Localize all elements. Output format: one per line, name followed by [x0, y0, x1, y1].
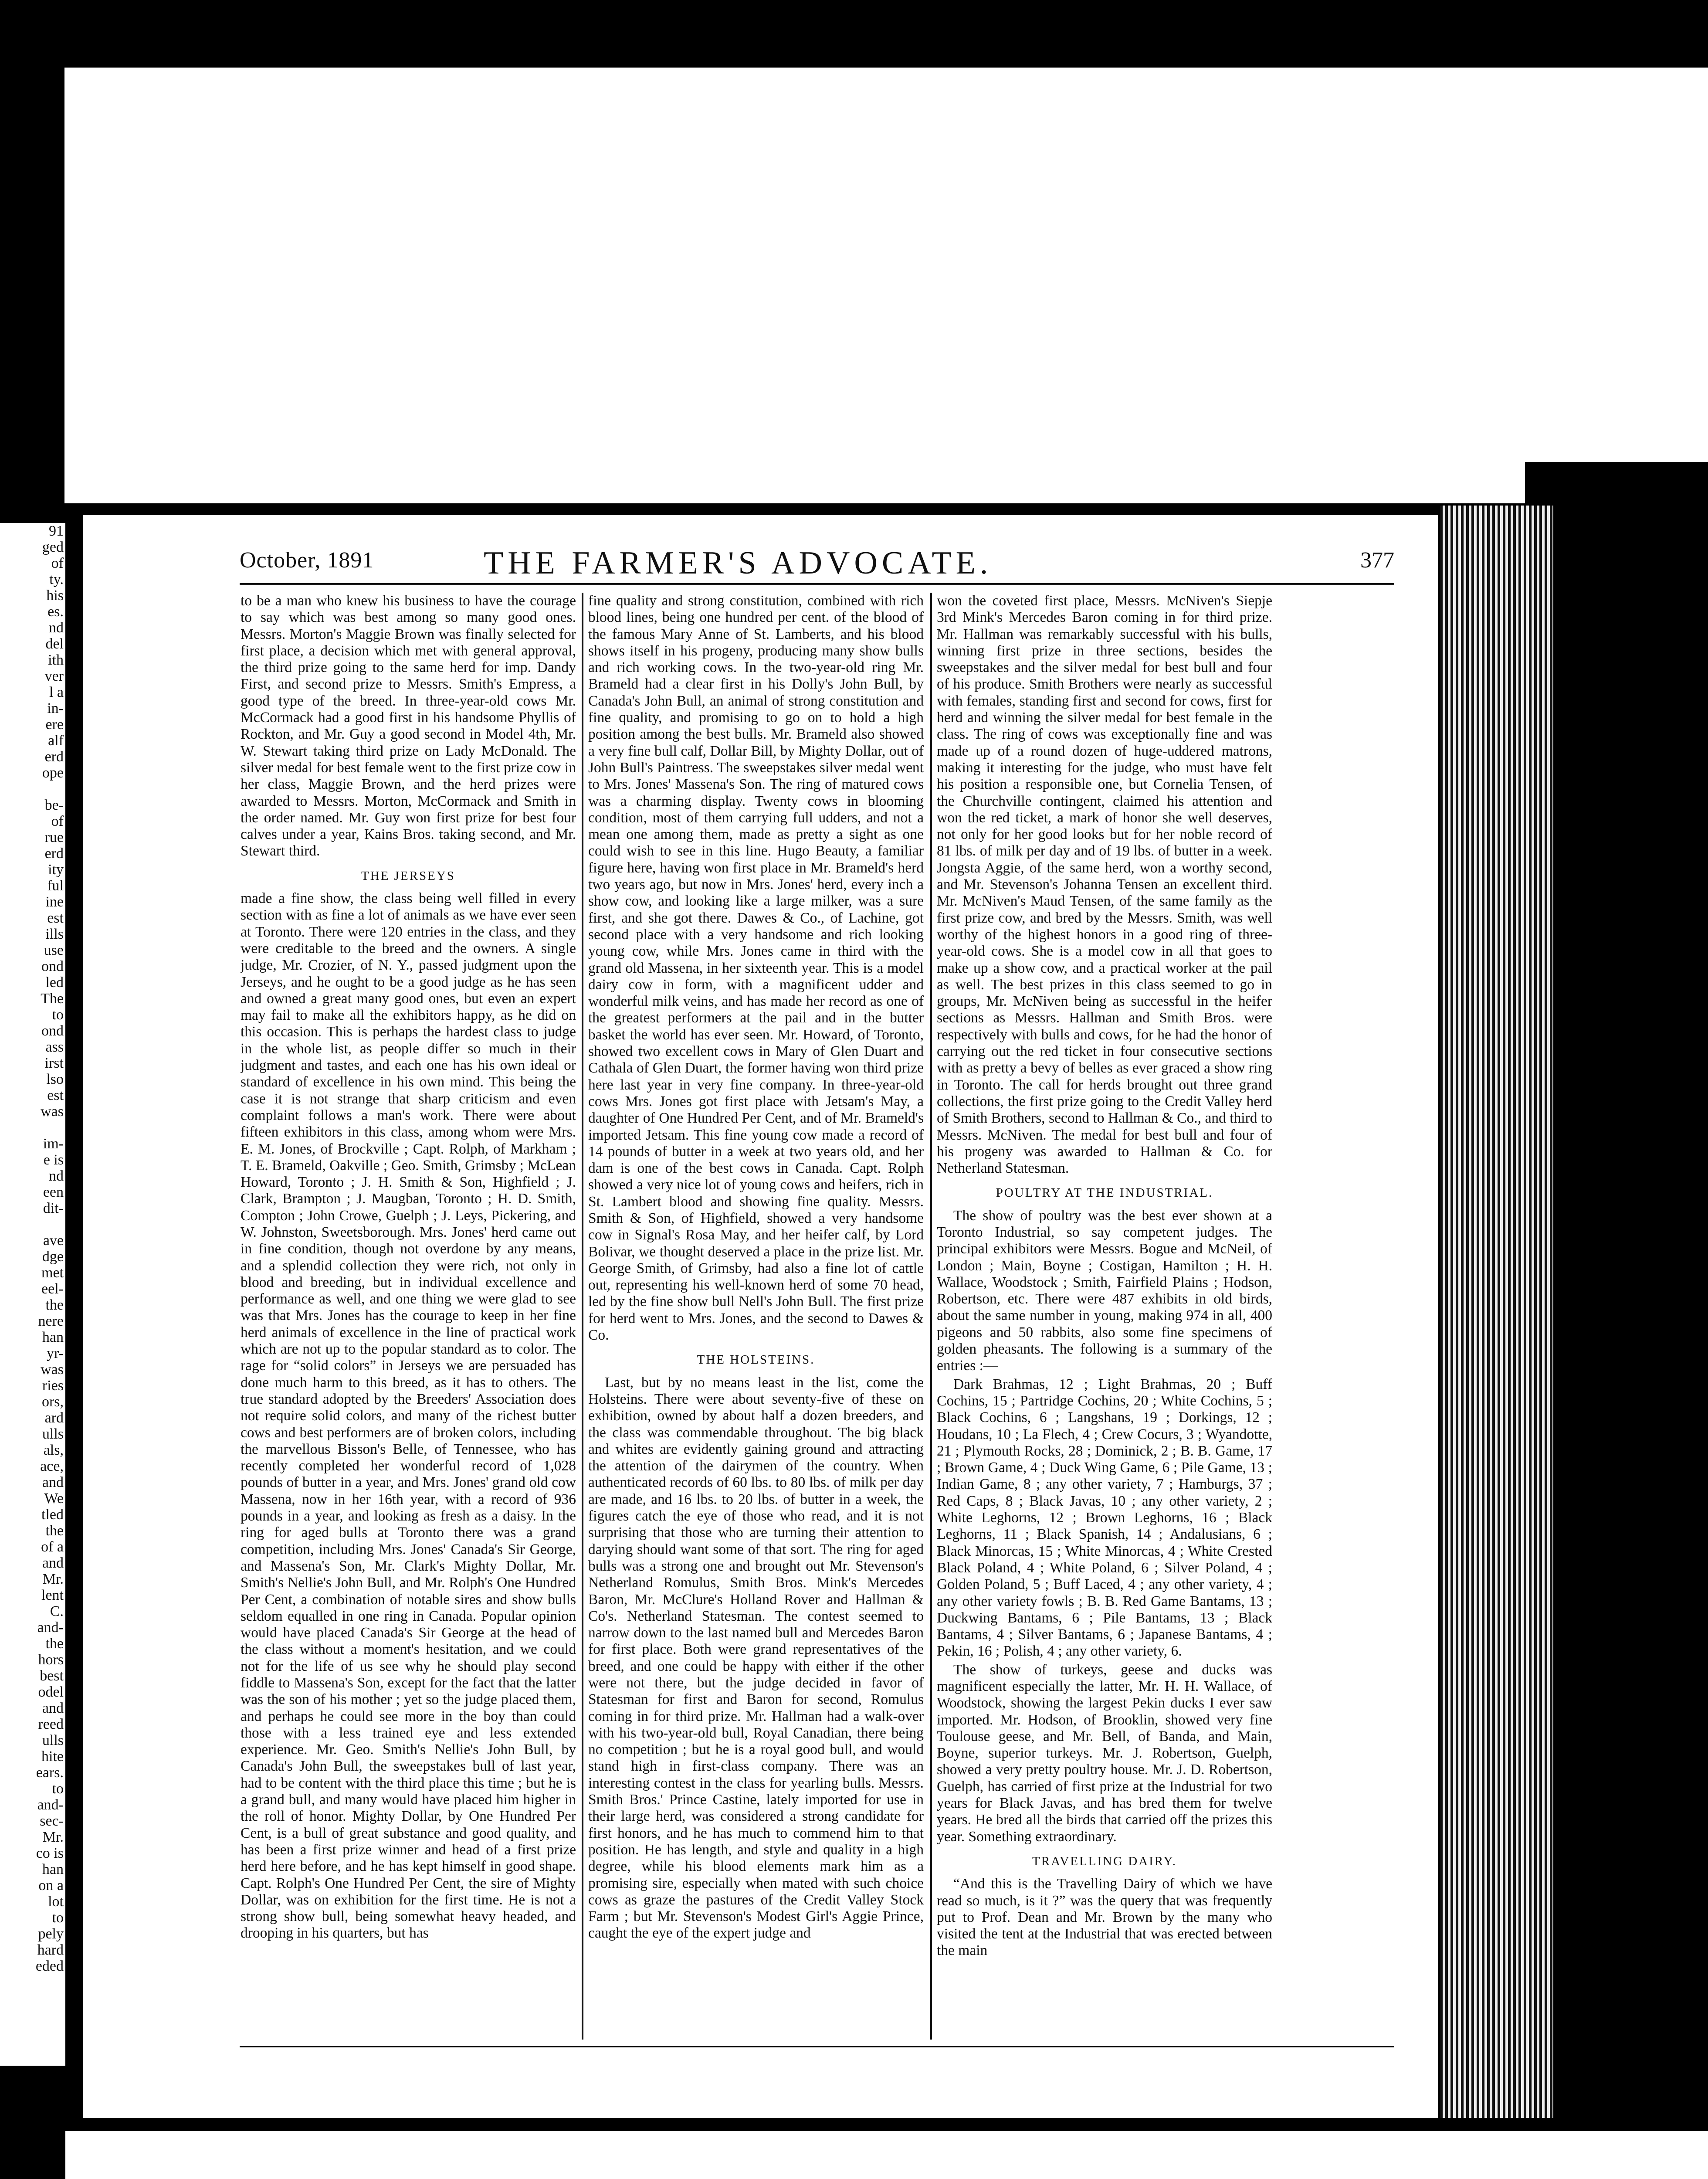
previous-page-fragment: and	[42, 1555, 64, 1571]
previous-page-fragment: lot	[48, 1894, 64, 1910]
previous-page-fragment: als,	[43, 1442, 64, 1458]
previous-page-fragment: ond	[41, 1023, 64, 1039]
previous-page-fragment: ears.	[36, 1765, 64, 1781]
previous-page-fragment: han	[42, 1329, 64, 1345]
previous-page-fragment: ity	[48, 862, 64, 878]
previous-page-fragment: ard	[44, 1410, 64, 1426]
previous-page-fragment: to	[52, 1910, 64, 1926]
previous-page-fragment: erd	[44, 845, 64, 862]
newspaper-page	[83, 506, 1438, 2118]
previous-page-fragment: ope	[42, 765, 64, 781]
column-3	[937, 593, 1272, 2040]
issue-date: October, 1891	[240, 548, 374, 573]
previous-page-fragment: of	[51, 813, 64, 829]
previous-page-fragment: of a	[41, 1539, 64, 1555]
previous-page-fragment: ver	[44, 668, 64, 684]
previous-page-fragment: alf	[48, 733, 64, 749]
previous-page-fragment: co is	[36, 1845, 64, 1861]
article-paragraph: “And this is the Travelling Dairy of which we have read so much, is it ?” was the query that was frequently put to Prof. Dean and Mr. Brown by the many who visited the tent at the Industrial that was erected between the main	[937, 1876, 1272, 1959]
section-heading-poultry: POULTRY AT THE INDUSTRIAL.	[996, 1186, 1213, 1200]
previous-page-fragment	[0, 781, 65, 797]
article-paragraph: The show of turkeys, geese and ducks was magnificent especially the latter, Mr. H. H. Wallace, of Woodstock, showing the largest Pekin ducks I ever saw imported. Mr. Hodson, of Brooklin, showed very fine Toulouse geese, and Mr. Bell, of Banda, and Main, Boyne, superior turkeys. Mr. J. Robertson, Guelph, showed a very pretty poultry house. Mr. J. D. Robertson, Guelph, has carried of first prize at the Industrial for two years for Black Javas, and has bred them for twelve years. He bred all the birds that carried off the prizes this year. Something extraordinary.	[937, 1661, 1272, 1845]
article-paragraph: to be a man who knew his business to have the courage to say which was best among so many good ones. Messrs. Morton's Maggie Brown was finally selected for first place, a decision which met with general approval, the third prize going to the same herd for imp. Dandy First, and second prize to Messrs. Smith's Empress, a good type of the breed. In three-year-old cows Mr. McCormack had a good first in his handsome Phyllis of Rockton, and Mr. Guy a good second in Model 4th, Mr. W. Stewart taking third prize on Lady McDonald. The silver medal for best female went to the first prize cow in her class, Maggie Brown, and the herd prizes were awarded to Messrs. Morton, McCormack and Smith in the order named. Mr. Guy won first prize for best four calves under a year, Kains Bros. taking second, and Mr. Stewart third.	[241, 593, 576, 859]
previous-page-fragment: rue	[44, 829, 64, 845]
book-binding-edge	[1440, 506, 1553, 2118]
previous-page-fragment: ass	[45, 1039, 64, 1055]
page-header	[240, 545, 1394, 581]
previous-page-fragment: and-	[37, 1797, 64, 1813]
previous-page-fragment: ave	[43, 1232, 64, 1249]
article-paragraph: made a fine show, the class being well filled in every section with as fine a lot of animals as we have ever seen at Toronto. There were 120 entries in the class, and they were creditable to the breed and the owners. A single judge, Mr. Crozier, of N. Y., passed judgment upon the Jerseys, and he ought to be a good judge as he has seen and owned a great many good ones, but even an expert may fail to make all the exhibitors happy, as he did on this occasion. This is perhaps the hardest class to judge in the whole list, as people differ so much in their judgment and tastes, and each one has his own ideal or standard of excellence in his own mind. This being the case it is not strange that sharp criticism and even complaint follows a man's work. There were about fifteen exhibitors in this class, among whom were Mrs. E. M. Jones, of Brockville ; Capt. Rolph, of Markham ; T. E. Brameld, Oakville ; Geo. Smith, Grimsby ; McLean Howard, Toronto ; J. H. Smith & Son, Highfield ; J. Clark, Brampton ; J. Maugban, Toronto ; H. D. Smith, Compton ; John Crowe, Guelph ; J. Leys, Pickering, and W. Johnston, Sweetsborough. Mrs. Jones' herd came out in fine condition, though not overdone by any means, and a splendid collection they were rich, not only in blood and breeding, but in individual excellence and performance as well, and one thing we were glad to see was that Mrs. Jones has the courage to keep in her fine herd animals of excellence in the line of practical work which are not up to the popular standard as to color. The rage for “solid colors” in Jerseys we are persuaded has done much harm to this breed, as it has to others. The true standard adopted by the Breeders' Association does not require solid colors, and many of the richest butter cows and best performers are of broken colors, including the marvellous Bisson's Belle, of Tennessee, who has recently completed her wonderful record of 1,028 pounds of butter in a year, and Mrs. Jones' grand old cow Massena, now in her 16th year, with a record of 936 pounds in a year, and looking as fresh as a daisy. In the ring for aged bulls at Toronto there was a grand competition, including Mrs. Jones' Canada's Sir George, and Massena's Son, Mr. Clark's Mighty Dollar, Mr. Smith's Nellie's John Bull, and Mr. Rolph's One Hundred Per Cent, a combination of notable sires and show bulls seldom equalled in one ring in Canada. Popular opinion would have placed Canada's Sir George at the head of the class without a moment's hesitation, and we could not for the life of us see why he should play second fiddle to Massena's Son, except for the fact that the latter was the son of his mother ; yet so the judge placed them, and perhaps he could see more in the boy than could those with a less trained eye and less extended experience. Mr. Geo. Smith's Nellie's John Bull, by Canada's John Bull, the sweepstakes bull of last year, had to be content with the third place this time ; but he is a grand bull, and many would have placed him higher in the roll of honor. Mighty Dollar, by One Hundred Per Cent, is a bull of great substance and good quality, and has been a first prize winner and head of a first prize herd here before, and he has kept himself in good shape. Capt. Rolph's One Hundred Per Cent, the sire of Mighty Dollar, was on exhibition for the first time. He is not a strong show bull, being somewhat heavy headed, and drooping in his quarters, but has	[241, 890, 576, 1941]
previous-page-fragment: in-	[47, 700, 64, 716]
previous-page-fragment: was	[41, 1361, 64, 1378]
previous-page-fragment: eel-	[41, 1281, 64, 1297]
previous-page-fragment: ills	[45, 926, 64, 942]
previous-page-fragment: and	[42, 1700, 64, 1716]
previous-page-fragment: best	[40, 1668, 64, 1684]
previous-page-fragment: irst	[44, 1055, 64, 1071]
previous-page-fragment: met	[41, 1265, 64, 1281]
previous-page-fragment: lent	[41, 1587, 64, 1603]
section-heading-holsteins: THE HOLSTEINS.	[697, 1353, 815, 1367]
previous-page-fragment: 91	[49, 523, 64, 539]
previous-page-fragment: hard	[37, 1942, 64, 1958]
previous-page-fragment: Mr.	[42, 1829, 64, 1845]
article-paragraph: fine quality and strong constitution, combined with rich blood lines, being one hundred per cent. of the blood of the famous Mary Anne of St. Lamberts, and his blood shows itself in his progeny, producing many show bulls and rich working cows. In the two-year-old ring Mr. Brameld had a clear first in his Dolly's John Bull, by Canada's John Bull, an animal of strong constitution and fine quality, and promising to go on to hold a high position among the best bulls. Mr. Brameld also showed a very fine bull calf, Dollar Bill, by Mighty Dollar, out of John Bull's Paintress. The sweepstakes silver medal went to Mrs. Jones' Massena's Son. The ring of matured cows was a charming display. Twenty cows in blooming condition, most of them carrying full udders, and not a mean one among them, made as pretty a sight as one could wish to see in this line. Hugo Beauty, a familiar figure here, having won first place in Mr. Brameld's herd two years ago, but now in Mrs. Jones' herd, every inch a show cow, and looking like a large milker, was a sure first, and she got there. Dawes & Co., of Lachine, got second place with a very handsome and rich looking young cow, while Mrs. Jones came in third with the grand old Massena, in her sixteenth year. This is a model dairy cow in form, with a magnificent udder and wonderful milk veins, and has made her record as one of the greatest performers at the pail and in the butter basket the world has ever seen. Mr. Howard, of Toronto, showed two excellent cows in Mary of Glen Duart and Cathala of Glen Duart, the former having won third prize here last year in very fine company. In three-year-old cows Mrs. Jones got first place with Jetsam's May, a daughter of One Hundred Per Cent, and of Mr. Brameld's imported Jetsam. This fine young cow made a record of 14 pounds of butter in a week at two years old, and her dam is one of the best cows in Canada. Capt. Rolph showed a very nice lot of young cows and heifers, rich in St. Lambert blood and showing fine quality. Messrs. Smith & Son, of Highfield, showed a very handsome cow in Signal's Rosa May, and her heifer calf, by Lord Bolivar, we thought deserved a place in the prize list. Mr. George Smith, of Grimsby, had also a fine lot of cattle out, representing his well-known herd of some 70 head, led by the fine show bull Nell's John Bull. The first prize for herd went to Mrs. Jones, and the second to Dawes & Co.	[588, 593, 924, 1344]
previous-page-fragment: and-	[37, 1619, 64, 1636]
scan-blank-area	[0, 68, 1708, 503]
previous-page-fragment: nd	[49, 620, 64, 636]
previous-page-fragment: ulls	[42, 1732, 64, 1748]
column-2	[588, 593, 924, 2040]
previous-page-fragment: the	[45, 1636, 64, 1652]
previous-page-fragment: ace,	[40, 1458, 64, 1474]
column-divider	[582, 593, 583, 2040]
previous-page-fragment: ith	[48, 652, 64, 668]
previous-page-fragment: nd	[49, 1168, 64, 1184]
previous-page-fragment: use	[44, 942, 64, 958]
previous-page-fragment: of	[51, 555, 64, 571]
previous-page-fragment: del	[45, 636, 64, 652]
previous-page-fragment: yr-	[47, 1345, 64, 1361]
column-1	[241, 593, 576, 2040]
previous-page-fragment: l a	[49, 684, 64, 700]
previous-page-fragment: reed	[38, 1716, 64, 1732]
previous-page-fragment: his	[46, 587, 64, 604]
previous-page-fragment: ors,	[41, 1394, 64, 1410]
column-divider	[930, 593, 932, 2040]
section-heading-travelling-dairy: TRAVELLING DAIRY.	[1032, 1854, 1177, 1868]
previous-page-fragment: hite	[41, 1748, 64, 1765]
previous-page-fragment: dge	[42, 1249, 64, 1265]
previous-page-fragment: eded	[35, 1958, 64, 1974]
previous-page-fragment: tled	[41, 1507, 64, 1523]
poultry-entries-list: Dark Brahmas, 12 ; Light Brahmas, 20 ; Buff Cochins, 15 ; Partridge Cochins, 20 ; White Cochins, 5 ; Black Cochins, 6 ; Langshans, 19 ; Dorkings, 12 ; Houdans, 10 ; La Flech, 4 ; Crew Cocurs, 3 ; Wyandotte, 21 ; Plymouth Rocks, 28 ; Dominick, 2 ; B. B. Game, 17 ; Brown Game, 4 ; Duck Wing Game, 6 ; Pile Game, 13 ; Indian Game, 8 ; any other variety, 7 ; Hamburgs, 37 ; Red Caps, 8 ; Black Javas, 10 ; any other variety, 2 ; White Leghorns, 12 ; Brown Leghorns, 16 ; Black Leghorns, 11 ; Black Spanish, 14 ; Andalusians, 6 ; Black Minorcas, 15 ; White Minorcas, 4 ; White Crested Black Poland, 4 ; White Poland, 6 ; Silver Poland, 4 ; Golden Poland, 5 ; Buff Laced, 4 ; any other variety, 4 ; any other variety fowls ; B. B. Red Game Bantams, 13 ; Duckwing Bantams, 6 ; Pile Bantams, 13 ; Black Bantams, 4 ; Silver Bantams, 6 ; Japanese Bantams, 4 ; Pekin, 16 ; Polish, 4 ; any other variety, 6.	[937, 1376, 1272, 1660]
previous-page-fragment: odel	[38, 1684, 64, 1700]
scan-bottom-area	[65, 2131, 1708, 2179]
previous-page-fragment: ine	[45, 894, 64, 910]
previous-page-fragment: est	[47, 1087, 64, 1103]
previous-page-fragment: han	[42, 1861, 64, 1877]
previous-page-fragment: ere	[45, 716, 64, 733]
previous-page-fragment	[0, 1120, 65, 1136]
previous-page-fragment: een	[43, 1184, 64, 1200]
previous-page-fragment: dit-	[43, 1200, 64, 1216]
previous-page-fragment: We	[44, 1490, 64, 1507]
previous-page-fragment: The	[41, 991, 64, 1007]
previous-page-fragment: be-	[44, 797, 64, 813]
previous-page-fragment: e is	[43, 1152, 64, 1168]
scan-top-border	[0, 0, 1708, 68]
previous-page-fragment: im-	[43, 1136, 64, 1152]
previous-page-edge	[0, 523, 65, 2066]
previous-page-fragment: nere	[38, 1313, 64, 1329]
header-rule	[240, 583, 1394, 585]
previous-page-fragment: the	[45, 1297, 64, 1313]
previous-page-fragment: lso	[46, 1071, 64, 1087]
previous-page-fragment: sec-	[40, 1813, 64, 1829]
previous-page-fragment: to	[52, 1781, 64, 1797]
previous-page-fragment: the	[45, 1523, 64, 1539]
previous-page-fragment: ful	[47, 878, 64, 894]
previous-page-fragment	[0, 1216, 65, 1232]
article-paragraph: won the coveted first place, Messrs. McNiven's Siepje 3rd Mink's Mercedes Baron coming in for third prize. Mr. Hallman was remarkably successful with his bulls, winning first prize in three sections, besides the sweepstakes and the silver medal for best bull and four of his produce. Smith Brothers were nearly as successful with females, standing first and second for cows, first for herd and winning the silver medal for best female in the class. The ring of cows was exceptionally fine and was made up of a round dozen of huge-uddered matrons, making it interesting for the judge, who must have felt his position a responsible one, but Cornelia Tensen, of the Churchville contingent, claimed his attention and won the red ticket, a mark of honor she well deserves, not only for her good looks but for her noble record of 81 lbs. of milk per day and of 19 lbs. of butter in a week. Jongsta Aggie, of the same herd, won a worthy second, and Mr. Stevenson's Johanna Tensen an excellent third. Mr. McNiven's Maud Tensen, of the same family as the first prize cow, and bred by the Messrs. Smith, was well worthy of the highest honors in a good ring of three-year-old cows. She is a model cow in all that goes to make up a show cow, and a practical worker at the pail as well. The best prizes in this class seemed to go in groups, Mr. McNiven being as successful in the heifer sections as Messrs. Hallman and Smith Bros. were respectively with bulls and cows, for he had the honor of carrying out the red ticket in four consecutive sections with as pretty a bevy of belles as ever graced a show ring in Toronto. The call for herds brought out three grand collections, the first prize going to the Credit Valley herd of Smith Brothers, second to Hallman & Co., and third to Messrs. McNiven. The medal for best bull and four of his progeny was awarded to Hallman & Co. for Netherland Statesman.	[937, 593, 1272, 1177]
masthead-title: THE FARMER'S ADVOCATE.	[484, 545, 993, 581]
previous-page-fragment: hors	[38, 1652, 64, 1668]
previous-page-fragment: ged	[42, 539, 64, 555]
previous-page-fragment: Mr.	[42, 1571, 64, 1587]
previous-page-fragment: pely	[38, 1926, 64, 1942]
article-paragraph: The show of poultry was the best ever shown at a Toronto Industrial, so say competent judges. The principal exhibitors were Messrs. Bogue and McNeil, of London ; Main, Boyne ; Costigan, Hamilton ; H. H. Wallace, Woodstock ; Smith, Fairfield Plains ; Hodson, Robertson, etc. There were 487 exhibits in old birds, about the same number in young, making 974 in all, 400 pigeons and 50 rabbits, also some fine specimens of golden pheasants. The following is a summary of the entries :—	[937, 1207, 1272, 1374]
previous-page-fragment: ulls	[42, 1426, 64, 1442]
previous-page-fragment: es.	[47, 604, 64, 620]
page-number: 377	[1360, 548, 1394, 573]
previous-page-fragment: led	[45, 974, 64, 991]
previous-page-fragment: was	[41, 1103, 64, 1120]
previous-page-fragment: ond	[41, 958, 64, 974]
previous-page-fragment: to	[52, 1007, 64, 1023]
previous-page-fragment: C.	[50, 1603, 64, 1619]
previous-page-fragment: erd	[44, 749, 64, 765]
previous-page-fragment: on a	[38, 1877, 64, 1894]
page-bottom-edge	[240, 2046, 1394, 2047]
previous-page-fragment: ty.	[49, 571, 64, 587]
page-top-edge	[83, 506, 1451, 515]
previous-page-fragment: est	[47, 910, 64, 926]
previous-page-fragment: and	[42, 1474, 64, 1490]
section-heading-jerseys: THE JERSEYS	[361, 869, 455, 883]
article-paragraph: Last, but by no means least in the list, come the Holsteins. There were about seventy-five of these on exhibition, owned by about half a dozen breeders, and the class was commendable throughout. The big black and whites are evidently gaining ground and attracting the attention of the dairymen of the country. When authenticated records of 60 lbs. to 80 lbs. of milk per day are made, and 16 lbs. to 20 lbs. of butter in a week, the figures catch the eye of those who read, and it is not surprising that those who are turning their attention to darying should want some of that sort. The ring for aged bulls was a strong one and brought out Mr. Stevenson's Netherland Romulus, Smith Bros. Mink's Mercedes Baron, Mr. McClure's Holland Rover and Hallman & Co's. Netherland Statesman. The contest seemed to narrow down to the last named bull and Mercedes Baron for first place. Both were grand representatives of the breed, and one could be happy with either if the other were not there, but the judge decided in favor of Statesman for first and Baron for second, Romulus coming in for third prize. Mr. Hallman had a walk-over with his two-year-old bull, Royal Canadian, there being no competition ; but he is a royal good bull, and would stand high in first-class company. There was an interesting contest in the class for yearling bulls. Messrs. Smith Bros.' Prince Castine, lately imported for use in their large herd, was considered a strong candidate for first honors, and he has much to commend him to that position. He has length, and style and quality in a high degree, while his blood elements mark him as a promising sire, especially when mated with such choice cows as graze the pastures of the Credit Valley Stock Farm ; but Mr. Stevenson's Modest Girl's Aggie Prince, caught the eye of the expert judge and	[588, 1374, 924, 1941]
previous-page-fragment: ries	[42, 1378, 64, 1394]
